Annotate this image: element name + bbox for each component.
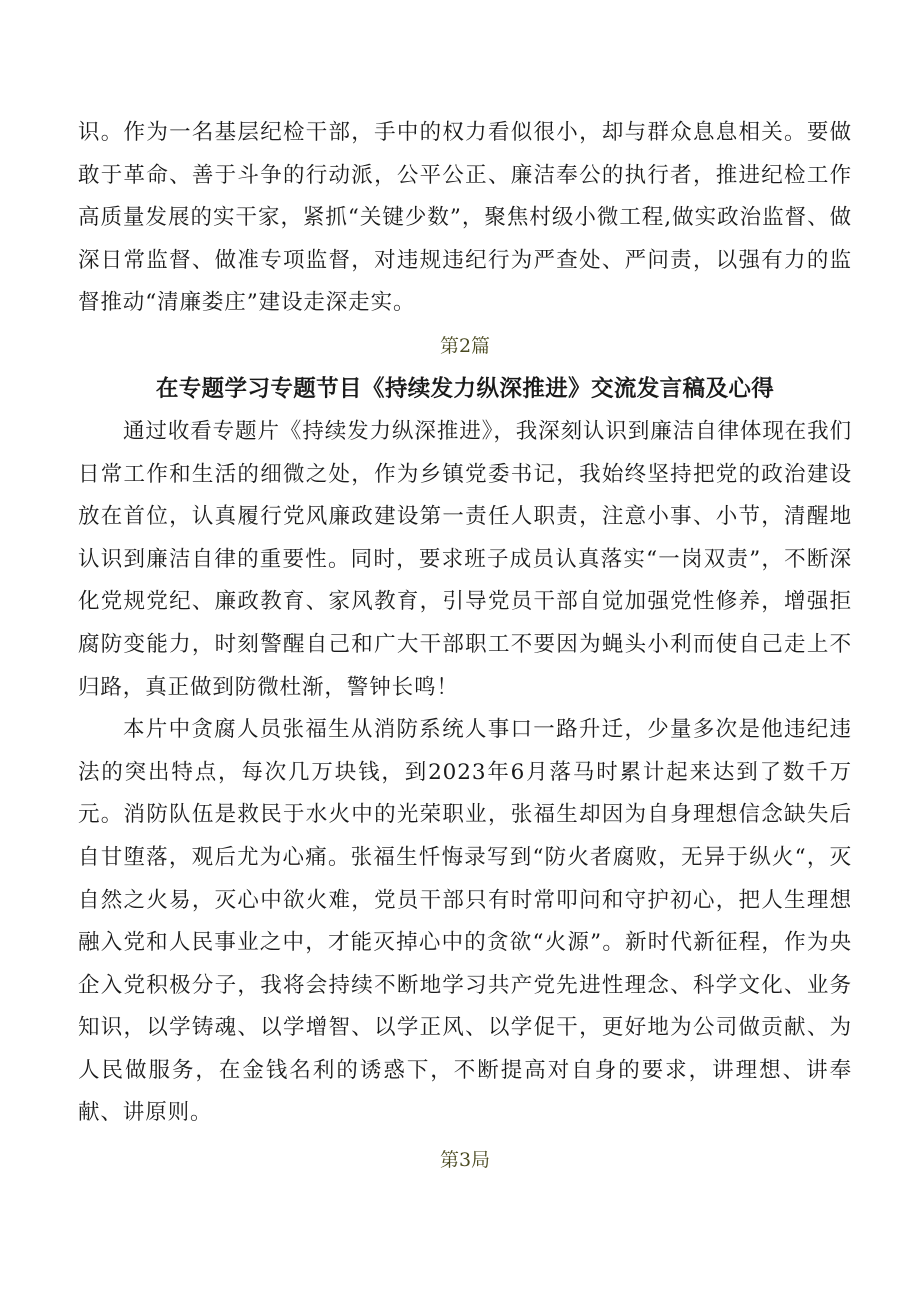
section-3-label: 第3局: [439, 1149, 491, 1172]
intro-paragraph: 识。作为一名基层纪检干部，手中的权力看似很小，却与群众息息相关。要做敢于革命、善于斗争的行动派，公平公正、廉洁奉公的执行者，推进纪检工作高质量发展的实干家，紧抓“关键少数”，聚焦村级小微工程,做实政治监督、做深日常监督、做准专项监督，对违规违纪行为严查处、严问责，以强有力的监督推动“清廉娄庄”建设走深走实。: [78, 120, 852, 316]
section-2-paragraph-1: 通过收看专题片《持续发力纵深推进》，我深刻认识到廉洁自律体现在我们日常工作和生活的细微之处，作为乡镇党委书记，我始终坚持把党的政治建设放在首位，认真履行党风廉政建设第一责任人职责，注意小事、小节，清醒地认识到廉洁自律的重要性。同时，要求班子成员认真落实“一岗双责”，不断深化党规党纪、廉政教育、家风教育，引导党员干部自觉加强党性修养，增强拒腐防变能力，时刻警醒自己和广大干部职工不要因为蝇头小利而使自己走上不归路，真正做到防微杜渐，警钟长鸣！: [78, 418, 852, 700]
section-2-paragraph-2: 本片中贪腐人员张福生从消防系统人事口一路升迁，少量多次是他违纪违法的突出特点，每次几万块钱，到2023年6月落马时累计起来达到了数千万元。消防队伍是救民于水火中的光荣职业，张福生却因为自身理想信念缺失后自甘堕落，观后尤为心痛。张福生忏悔录写到“防火者腐败，无异于纵火“，灭自然之火易，灭心中欲火难，党员干部只有时常叩问和守护初心，把人生理想融入党和人民事业之中，才能灭掉心中的贪欲“火源”。新时代新征程，作为央企入党积极分子，我将会持续不断地学习共产党先进性理念、科学文化、业务知识，以学铸魂、以学增智、以学正风、以学促干，更好地为公司做贡献、为人民做服务，在金钱名利的诱惑下，不断提高对自身的要求，讲理想、讲奉献、讲原则。: [78, 717, 852, 1126]
section-2-title: 在专题学习专题节目《持续发力纵深推进》交流发言稿及心得: [155, 375, 775, 402]
section-2-label: 第2篇: [439, 334, 491, 357]
document-page: [78, 112, 852, 1181]
